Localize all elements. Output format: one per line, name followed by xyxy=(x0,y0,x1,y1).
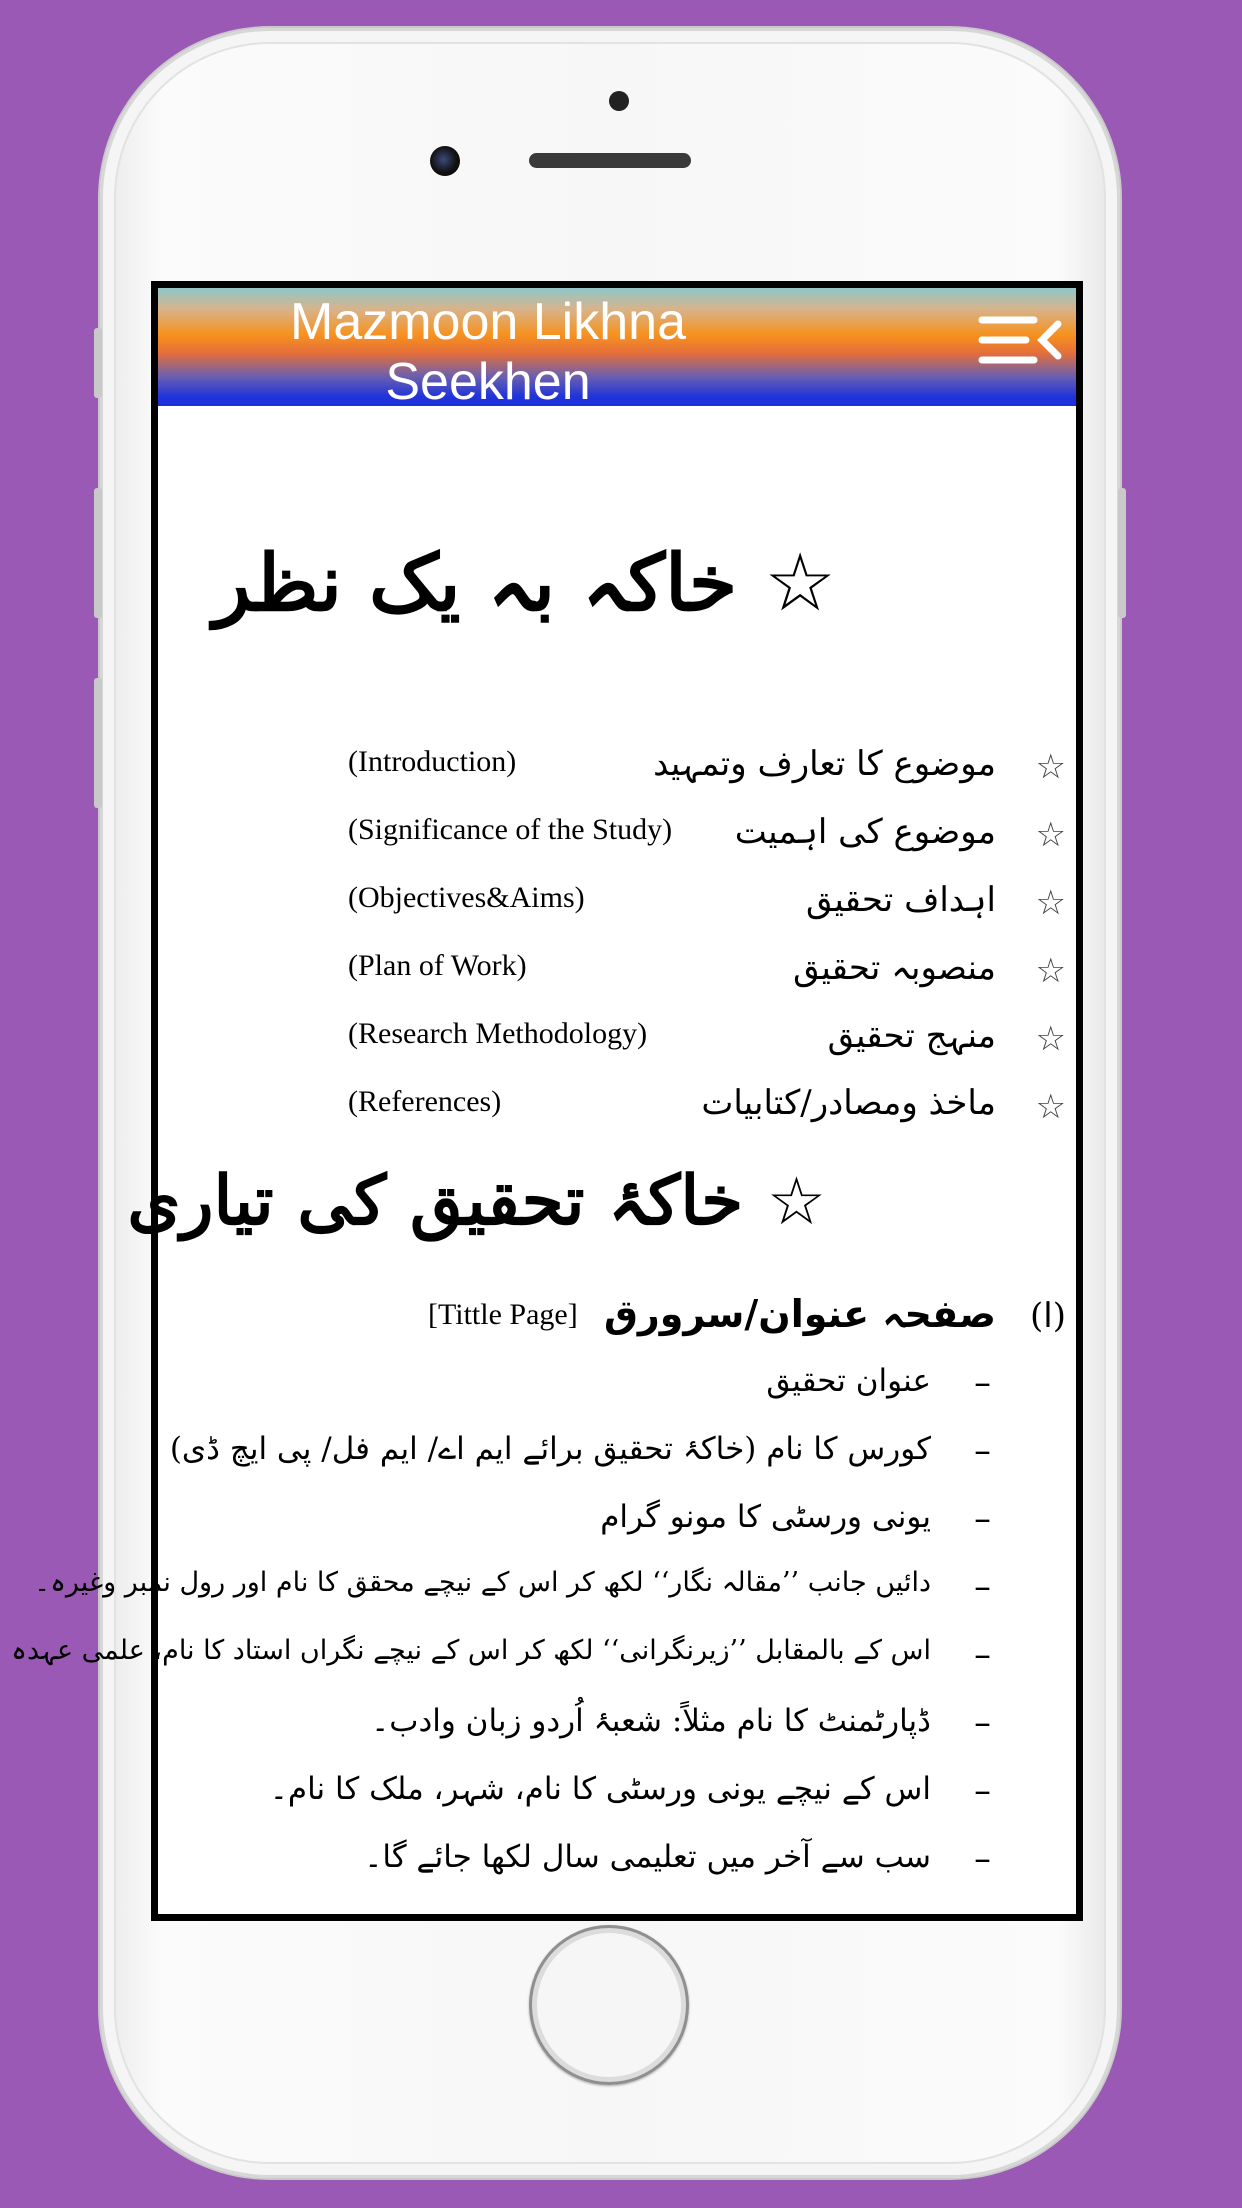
bullet-item xyxy=(158,1769,1076,1829)
outline-english: (Plan of Work) xyxy=(348,949,527,982)
outline-english: (Introduction) xyxy=(348,745,517,778)
section-english-title: [Tittle Page] xyxy=(428,1298,578,1331)
bullet-item xyxy=(158,1429,1076,1489)
dash-bullet: – xyxy=(974,1703,991,1743)
home-button[interactable] xyxy=(529,1925,689,2085)
app-screen xyxy=(11,288,1076,1914)
star-icon: ☆ xyxy=(1035,815,1066,855)
side-button-volume-down xyxy=(94,678,102,808)
outline-urdu: اہداف تحقیق xyxy=(806,880,996,920)
content-area xyxy=(11,406,1076,1914)
dash-bullet: – xyxy=(974,1567,991,1607)
app-title-line1: Mazmoon Likhna xyxy=(290,293,686,351)
star-icon: ☆ xyxy=(1035,883,1066,923)
outline-english: (References) xyxy=(348,1085,502,1118)
outline-urdu: موضوع کا تعارف وتمہید xyxy=(653,744,996,784)
dash-bullet: – xyxy=(974,1499,991,1539)
outline-item xyxy=(158,741,1076,801)
side-button-volume-up xyxy=(94,488,102,618)
outline-item xyxy=(158,1081,1076,1141)
bullet-text: یونی ورسٹی کا مونو گرام xyxy=(600,1499,931,1535)
earpiece-speaker xyxy=(529,153,691,168)
outline-item xyxy=(158,945,1076,1005)
section-title-page xyxy=(158,1292,1076,1352)
bullet-item xyxy=(158,1701,1076,1761)
dash-bullet: – xyxy=(974,1363,991,1403)
bullet-item xyxy=(11,1633,1076,1693)
heading-text: خاکۂ تحقیق کی تیاری xyxy=(127,1161,744,1241)
front-camera xyxy=(430,146,460,176)
heading-text: خاکہ بہ یک نظر xyxy=(213,538,738,629)
bullet-text: ڈپارٹمنٹ کا نام مثلاً: شعبۂ اُردو زبان وادب۔ xyxy=(371,1703,931,1739)
outline-urdu: ماخذ ومصادر/کتابیات xyxy=(701,1083,996,1123)
app-bar xyxy=(158,288,1076,411)
star-icon: ☆ xyxy=(1035,1019,1066,1059)
outline-english: (Research Methodology) xyxy=(348,1017,648,1050)
bullet-item xyxy=(34,1565,1076,1625)
bullet-item xyxy=(158,1837,1076,1897)
dash-bullet: – xyxy=(974,1635,991,1675)
star-icon: ☆ xyxy=(766,1163,826,1240)
section-number: (ا) xyxy=(1030,1296,1066,1336)
star-icon: ☆ xyxy=(764,536,836,629)
bullet-text: عنوان تحقیق xyxy=(766,1363,931,1399)
star-icon: ☆ xyxy=(1035,951,1066,991)
outline-urdu: منصوبہ تحقیق xyxy=(793,948,996,988)
bullet-text: کورس کا نام (خاکۂ تحقیق برائے ایم اے/ ایم فل/ پی ایچ ڈی) xyxy=(169,1431,931,1467)
app-title xyxy=(258,292,718,412)
outline-urdu: موضوع کی اہمیت xyxy=(734,812,996,852)
bullet-text: سب سے آخر میں تعلیمی سال لکھا جائے گا۔ xyxy=(364,1839,931,1875)
outline-item xyxy=(158,1013,1076,1073)
bullet-item xyxy=(158,1497,1076,1557)
side-button-power xyxy=(1118,488,1126,618)
outline-english: (Significance of the Study) xyxy=(348,813,673,846)
dash-bullet: – xyxy=(974,1431,991,1471)
star-icon: ☆ xyxy=(1035,747,1066,787)
outline-english: (Objectives&Aims) xyxy=(348,881,585,914)
bullet-item xyxy=(158,1361,1076,1421)
bullet-text: دائیں جانب ’’مقالہ نگار‘‘ لکھ کر اس کے نیچے محقق کا نام اور رول نمبر وغیرہ۔ xyxy=(34,1567,931,1598)
section-urdu-title: صفحہ عنوان/سرورق xyxy=(603,1292,996,1336)
outline-item xyxy=(158,809,1076,869)
side-button-mute xyxy=(94,328,102,398)
dash-bullet: – xyxy=(974,1771,991,1811)
heading-outline-summary xyxy=(213,536,836,629)
dash-bullet: – xyxy=(974,1839,991,1879)
bullet-text: اس کے بالمقابل ’’زیرنگرانی‘‘ لکھ کر اس کے نیچے نگراں استاد کا نام، علمی عہدہ xyxy=(11,1635,931,1666)
menu-collapse-icon[interactable] xyxy=(976,310,1066,370)
device-screen xyxy=(11,281,1083,1921)
app-title-line2: Seekhen xyxy=(385,353,591,411)
heading-research-outline-preparation xyxy=(127,1161,826,1241)
bullet-text: اس کے نیچے یونی ورسٹی کا نام، شہر، ملک کا نام۔ xyxy=(269,1771,931,1807)
outline-urdu: منہج تحقیق xyxy=(827,1016,996,1056)
outline-item xyxy=(158,877,1076,937)
proximity-sensor xyxy=(609,91,629,111)
star-icon: ☆ xyxy=(1035,1087,1066,1127)
